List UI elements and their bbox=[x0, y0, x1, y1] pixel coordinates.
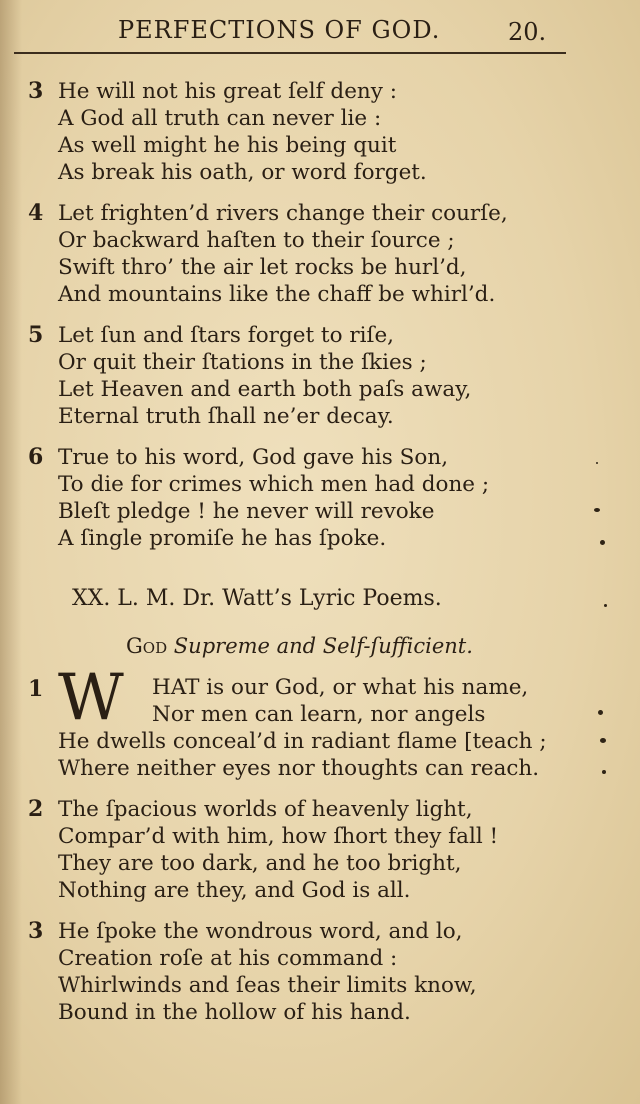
ink-speck bbox=[594, 508, 600, 512]
stanza-number: 3 bbox=[28, 918, 44, 944]
stanza-number: 6 bbox=[28, 444, 44, 470]
stanza-number: 2 bbox=[28, 796, 44, 822]
verse-line: Or quit their ſtations in the ſkies ; bbox=[58, 350, 427, 375]
verse-line: Nor men can learn, nor angels bbox=[152, 702, 486, 727]
stanza bbox=[28, 796, 588, 904]
hymn-title: XX. L. M. Dr. Watt’s Lyric Poems. bbox=[72, 586, 442, 611]
verse-line: Or backward haſten to their ſource ; bbox=[58, 228, 455, 253]
stanza bbox=[28, 444, 588, 552]
verse-line: Nothing are they, and God is all. bbox=[58, 878, 411, 903]
page-gutter-shadow bbox=[0, 0, 22, 1104]
stanza-number: 3 bbox=[28, 78, 44, 104]
ink-speck bbox=[602, 770, 606, 774]
ink-speck bbox=[600, 738, 606, 743]
verse-line: And mountains like the chaff be whirl’d. bbox=[58, 282, 496, 307]
verse-line: They are too dark, and he too bright, bbox=[58, 851, 462, 876]
verse-line: Let frighten’d rivers change their courſe, bbox=[58, 201, 508, 226]
stanza-number: 4 bbox=[28, 200, 44, 226]
verse-line: To die for crimes which men had done ; bbox=[58, 472, 490, 497]
hymn-subtitle bbox=[126, 634, 473, 658]
verse-line: He will not his great ſelf deny : bbox=[58, 79, 397, 104]
ink-speck bbox=[604, 604, 607, 607]
verse-line: Creation roſe at his command : bbox=[58, 946, 398, 971]
ink-speck bbox=[596, 462, 598, 464]
verse-line: Compar’d with him, how ſhort they fall ! bbox=[58, 824, 499, 849]
stanza bbox=[28, 200, 588, 308]
verse-line: The ſpacious worlds of heavenly light, bbox=[58, 797, 473, 822]
verse-line: True to his word, God gave his Son, bbox=[58, 445, 449, 470]
header-title: PERFECTIONS OF GOD. bbox=[118, 16, 441, 44]
ink-speck bbox=[600, 540, 605, 545]
verse-line: Eternal truth ſhall ne’er decay. bbox=[58, 404, 394, 429]
verse-line: He ſpoke the wondrous word, and lo, bbox=[58, 919, 463, 944]
stanza bbox=[28, 322, 588, 430]
verse-line: Bleſt pledge ! he never will revoke bbox=[58, 499, 435, 524]
verse-line: Let Heaven and earth both paſs away, bbox=[58, 377, 472, 402]
verse-line: A God all truth can never lie : bbox=[58, 106, 382, 131]
verse-line: Swift thro’ the air let rocks be hurl’d, bbox=[58, 255, 467, 280]
verse-line: As well might he his being quit bbox=[58, 133, 397, 158]
ink-speck bbox=[598, 710, 603, 715]
page-number: 20. bbox=[508, 18, 547, 46]
stanza-number: 1 bbox=[28, 676, 44, 702]
subtitle-smallcaps: God bbox=[126, 634, 168, 658]
verse-line: He dwells conceal’d in radiant flame [teach ; bbox=[58, 729, 547, 754]
stanza-number: 5 bbox=[28, 322, 44, 348]
stanza bbox=[28, 918, 588, 1026]
verse-line: Whirlwinds and ſeas their limits know, bbox=[58, 973, 477, 998]
drop-cap: W bbox=[58, 661, 124, 735]
subtitle-italic: Supreme and Self-ſufficient. bbox=[173, 634, 473, 658]
verse-line: Let ſun and ſtars forget to riſe, bbox=[58, 323, 395, 348]
stanza bbox=[28, 78, 588, 186]
stanza-dropcap bbox=[28, 661, 588, 782]
verse-line: Where neither eyes nor thoughts can reach. bbox=[58, 756, 540, 781]
verse-line: HAT is our God, or what his name, bbox=[152, 675, 529, 700]
running-header bbox=[112, 16, 612, 52]
verse-line: A ſingle promiſe he has ſpoke. bbox=[58, 526, 387, 551]
verse-line: Bound in the hollow of his hand. bbox=[58, 1000, 411, 1025]
verse-line: As break his oath, or word forget. bbox=[58, 160, 427, 185]
header-rule bbox=[14, 52, 566, 54]
